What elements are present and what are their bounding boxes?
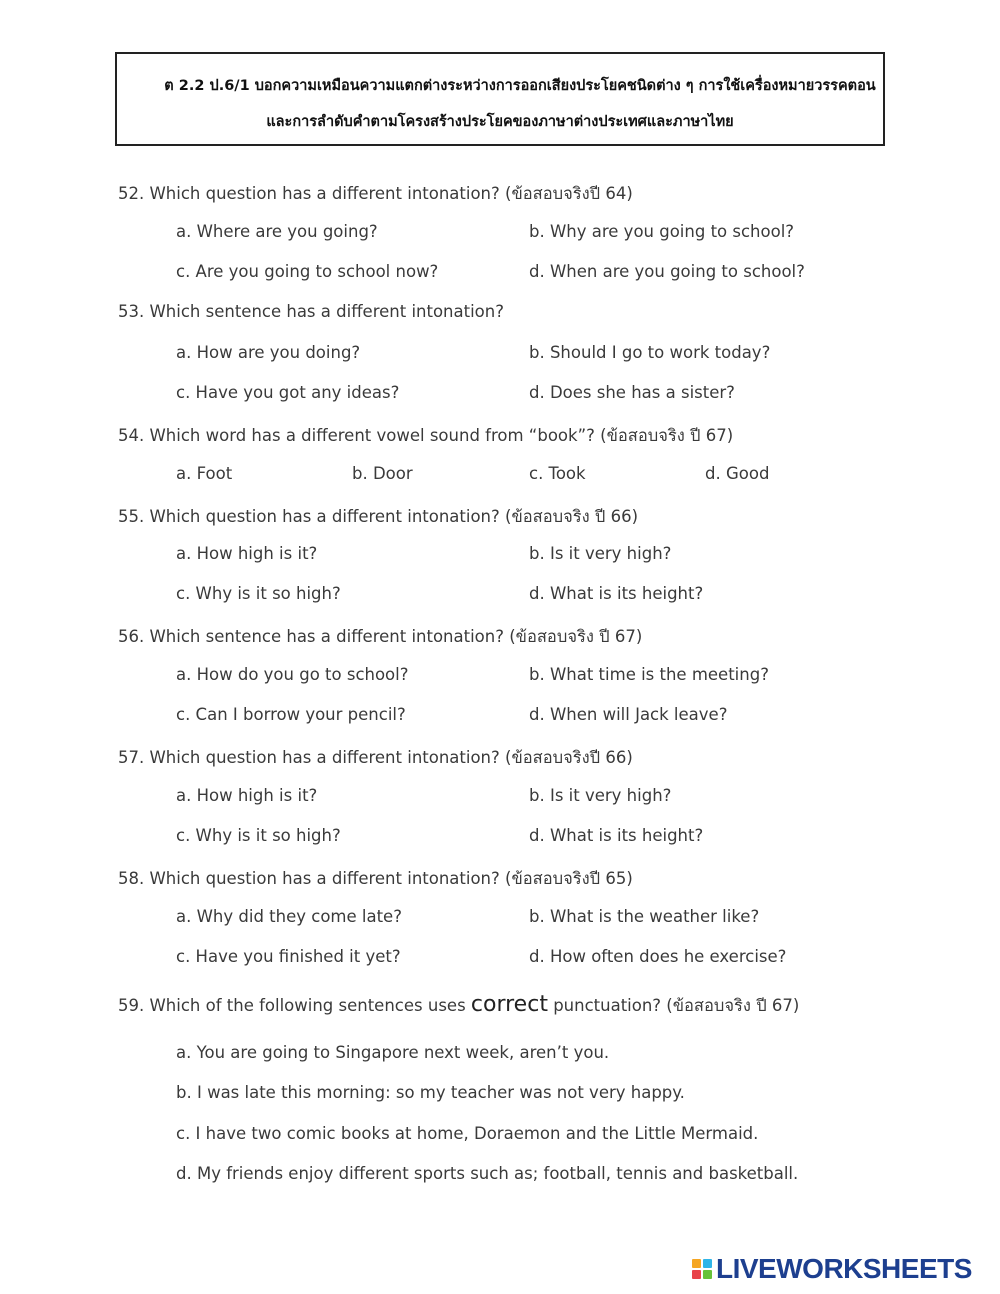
option-59-a: a. You are going to Singapore next week, aren’t you. (176, 1043, 610, 1062)
logo-square-2 (703, 1259, 712, 1268)
option-59-d: d. My friends enjoy different sports such as; football, tennis and basketball. (176, 1164, 799, 1183)
option-52-a: a. Where are you going? (176, 222, 378, 241)
option-59-c: c. I have two comic books at home, Doraemon and the Little Mermaid. (176, 1124, 759, 1143)
option-58-a: a. Why did they come late? (176, 907, 402, 926)
question-58: 58. Which question has a different intonation? (ข้อสอบจริงปี 65) (118, 869, 633, 888)
option-56-a: a. How do you go to school? (176, 665, 409, 684)
standard-line-1: ต 2.2 ป.6/1 บอกความเหมือนความแตกต่างระหว่างการออกเสียงประโยคชนิดต่าง ๆ การใช้เครื่องหมายวรรคตอน (164, 78, 876, 94)
option-53-a: a. How are you doing? (176, 343, 361, 362)
question-59 (118, 992, 799, 1019)
option-59-b: b. I was late this morning: so my teacher was not very happy. (176, 1083, 685, 1102)
question-55: 55. Which question has a different intonation? (ข้อสอบจริง ปี 66) (118, 507, 639, 526)
option-56-b: b. What time is the meeting? (529, 665, 769, 684)
option-52-c: c. Are you going to school now? (176, 262, 439, 281)
option-57-d: d. What is its height? (529, 826, 704, 845)
option-52-b: b. Why are you going to school? (529, 222, 795, 241)
logo-square-1 (692, 1259, 701, 1268)
liveworksheets-logo (692, 1252, 972, 1286)
option-54-a: a. Foot (176, 464, 233, 483)
liveworksheets-wordmark: LIVEWORKSHEETS (716, 1253, 972, 1284)
option-53-d: d. Does she has a sister? (529, 383, 735, 402)
option-58-b: b. What is the weather like? (529, 907, 760, 926)
option-54-c: c. Took (529, 464, 586, 483)
logo-square-4 (703, 1270, 712, 1279)
option-57-c: c. Why is it so high? (176, 826, 341, 845)
standard-line-2: และการลำดับคำตามโครงสร้างประโยคของภาษาต่างประเทศและภาษาไทย (266, 114, 734, 130)
option-54-d: d. Good (705, 464, 770, 483)
option-52-d: d. When are you going to school? (529, 262, 805, 281)
option-55-b: b. Is it very high? (529, 544, 672, 563)
option-53-c: c. Have you got any ideas? (176, 383, 400, 402)
option-57-a: a. How high is it? (176, 786, 318, 805)
option-56-d: d. When will Jack leave? (529, 705, 728, 724)
question-59-end: punctuation? (ข้อสอบจริง ปี 67) (547, 996, 800, 1015)
liveworksheets-mark-icon (692, 1259, 712, 1279)
option-53-b: b. Should I go to work today? (529, 343, 771, 362)
option-55-c: c. Why is it so high? (176, 584, 341, 603)
question-54: 54. Which word has a different vowel sound from “book”? (ข้อสอบจริง ปี 67) (118, 426, 734, 445)
option-55-d: d. What is its height? (529, 584, 704, 603)
question-59-start: 59. Which of the following sentences uses (118, 996, 471, 1015)
option-58-c: c. Have you finished it yet? (176, 947, 401, 966)
standard-header-box (115, 52, 885, 146)
option-54-b: b. Door (352, 464, 413, 483)
question-52: 52. Which question has a different intonation? (ข้อสอบจริงปี 64) (118, 184, 633, 203)
option-57-b: b. Is it very high? (529, 786, 672, 805)
logo-square-3 (692, 1270, 701, 1279)
question-53: 53. Which sentence has a different intonation? (118, 302, 504, 321)
question-56: 56. Which sentence has a different intonation? (ข้อสอบจริง ปี 67) (118, 627, 643, 646)
question-59-emphasis: correct (470, 992, 548, 1017)
option-56-c: c. Can I borrow your pencil? (176, 705, 406, 724)
option-58-d: d. How often does he exercise? (529, 947, 787, 966)
option-55-a: a. How high is it? (176, 544, 318, 563)
question-57: 57. Which question has a different intonation? (ข้อสอบจริงปี 66) (118, 748, 633, 767)
